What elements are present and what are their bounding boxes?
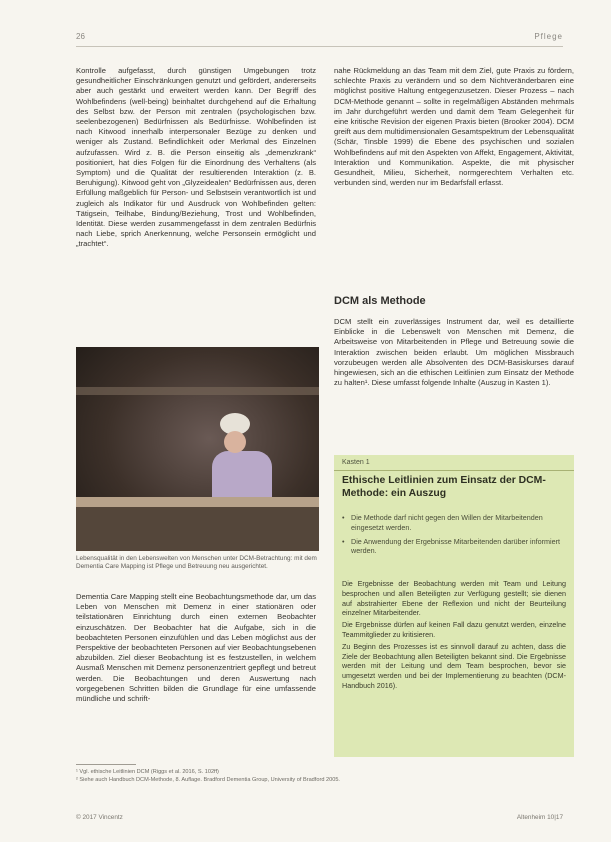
paragraph: Zu Beginn des Prozesses ist es sinnvoll darauf zu achten, dass die Ziele der Beobachtung allen Beteiligten bekannt sind. Die Ergebnisse werden mit der Leitung und dem Team besprochen, bevor sie umgesetzt werden und bei der Implementierung zu beachten (DCM-Handbuch 2016). bbox=[342, 641, 566, 690]
box-title: Ethische Leitlinien zum Einsatz der DCM-Methode: ein Auszug bbox=[342, 475, 546, 499]
list-item: • Die Anwendung der Ergebnisse Mitarbeitenden darüber informiert werden. bbox=[342, 537, 566, 557]
article-photo bbox=[76, 347, 319, 551]
page-number: 26 bbox=[76, 32, 85, 41]
paragraph: Kontrolle aufgefasst, durch günstigen Umgebungen trotz gesundheitlicher Einschränkungen genutzt und gefördert, andererseits aber auch gestärkt und erweitert werden kann. Der Begriff des Wohlbefindens (well-being) beinhaltet durchgehend auf die Erhaltung des Selbst bzw. der Person mit zentralen (psychologischen bzw. seelenbezogenen) Bedürfnissen als Bedürfnisse. Wohlbefinden ist nach Kitwood innerhalb interpersonaler Bezüge zu denken und weniger als Zustand. Befindlichkeit oder Merkmal des Einzelnen aufzufassen. Wird z. B. die Person einseitig als „demenzkrank“ positioniert, hat dies Folgen für die Einordnung des Verhaltens (als Symptom) und die Qualität der resultierenden Interaktion (z. B. Beruhigung). Kitwood geht von „Glyzeidealen“ Bedürfnissen aus, deren Erfüllung maßgeblich für Person- und Selbstsein verantwortlich ist und zugleich als Indikator für und Ausdruck von Wohlbefinden gelten: Tätigsein, Teilhabe, Bindung/Beziehung, Trost und Wohlbefinden, Identität. Diese werden zusammengefasst in dem zentralen Bedürfnis nach Liebe, sprich Anerkennung, welche Personsein ermöglicht und „trachtet“. bbox=[76, 66, 316, 249]
paragraph: Die Ergebnisse dürfen auf keinen Fall dazu genutzt werden, einzelne Teammitglieder zu kritisieren. bbox=[342, 620, 566, 639]
right-column-text bbox=[334, 66, 574, 188]
left-column-text-2 bbox=[76, 592, 316, 704]
paragraph: nahe Rückmeldung an das Team mit dem Ziel, gute Praxis zu fördern, schlechte Praxis zu verändern und so dem Nichtveränderbaren eine möglichst positive Haltung entgegenzusetzen. Dieser Prozess – nach DCM-Methode genannt – sollte in regelmäßigen Abständen mehrmals im Jahr durchgeführt werden und damit dem Team Gelegenheit für eine kritische Revision der eigenen Praxis bieten (Brooker 2004). DCM greift aus dem multidimensionalen Gesamtspektrum der Lebensqualität (Schär, Tinsble 1999) die Ebene des psychischen und sozialen Wohlbefindens auf mit den Aspekten von Affekt, Engagement, Aktivität, Interaktion und Kommunikation. Aspekte, die mit physischer Gesundheit, Milieu, Sicherheit, normgerechtem Verhalten etc. verbunden sind, werden nur im Bedarfsfall erfasst. bbox=[334, 66, 574, 188]
section-heading: DCM als Methode bbox=[334, 295, 426, 307]
paragraph: Dementia Care Mapping stellt eine Beobachtungsmethode dar, um das Leben von Menschen mit Demenz in einer stationären oder teilstationären Einrichtung durch einen externen Beobachter einzuschätzen. Der Beobachter hat die Aufgabe, sich in die beobachteten Personen einzufühlen und das Leben möglichst aus der Perspektive der beobachteten Personen auf vier Beobachtungsebenen abzubilden. Ziel dieser Beobachtung ist es festzustellen, in welchem Ausmaß Menschen mit Demenz personenzentriert gepflegt und betreut werden. Die Beobachtungen und deren Auswertung nach vorgegebenen Schritten bilden die Grundlage für eine umfassende mündliche und schrift- bbox=[76, 592, 316, 704]
footnote-rule bbox=[76, 764, 136, 765]
box-bullet-list bbox=[342, 513, 566, 560]
photo-background-bar bbox=[76, 387, 319, 395]
section-label: Pflege bbox=[534, 32, 563, 41]
list-item: • Die Methode darf nicht gegen den Willen der Mitarbeitenden eingesetzt werden. bbox=[342, 513, 566, 533]
photo-rail bbox=[76, 497, 319, 507]
folio-copyright: © 2017 Vincentz bbox=[76, 814, 123, 821]
box-text bbox=[342, 579, 566, 693]
right-column-text-2 bbox=[334, 317, 574, 388]
footnote: ² Siehe auch Handbuch DCM-Methode, 8. Auflage. Bradford Dementia Group, University of Bradford 2005. bbox=[76, 776, 340, 783]
box-rule bbox=[334, 470, 574, 471]
paragraph: Die Ergebnisse der Beobachtung werden mit Team und Leitung besprochen und allen Beteiligten zur Verfügung gestellt; sie dienen auf abstrahierter Ebene der Reflexion und nicht der Beurteilung einzelner Mitarbeitender. bbox=[342, 579, 566, 618]
folio-issue: Altenheim 10|17 bbox=[516, 814, 563, 821]
footnote: ¹ Vgl. ethische Leitlinien DCM (Riggs et al. 2016, S. 102ff) bbox=[76, 769, 219, 775]
info-box bbox=[334, 455, 574, 757]
left-column-text bbox=[76, 66, 316, 250]
photo-person-face bbox=[224, 431, 246, 453]
running-header bbox=[76, 32, 563, 44]
photo-caption: Lebensqualität in den Lebenswelten von Menschen unter DCM-Betrachtung: mit dem Dementia Care Mapping ist Pflege und Betreuung neu ausgerichtet. bbox=[76, 555, 317, 571]
paragraph: DCM stellt ein zuverlässiges Instrument dar, weil es detaillierte Einblicke in die Lebenswelt von Menschen mit Demenz, die Arbeitsweise von Mitarbeitenden in Pflege und Betreuung sowie die Interaktion zwischen beiden erlaubt. Um möglichen Missbrauch vorzubeugen werden alle Absolventen des DCM-Basiskurses darauf hingewiesen, sich an die ethischen Leitlinien zum Einsatz der Methode zu halten¹. Diese umfasst folgende Inhalte (Auszug in Kasten 1). bbox=[334, 317, 574, 388]
photo-table bbox=[76, 507, 319, 551]
header-rule bbox=[76, 46, 563, 47]
box-label: Kasten 1 bbox=[342, 459, 370, 466]
footnotes bbox=[76, 769, 576, 784]
